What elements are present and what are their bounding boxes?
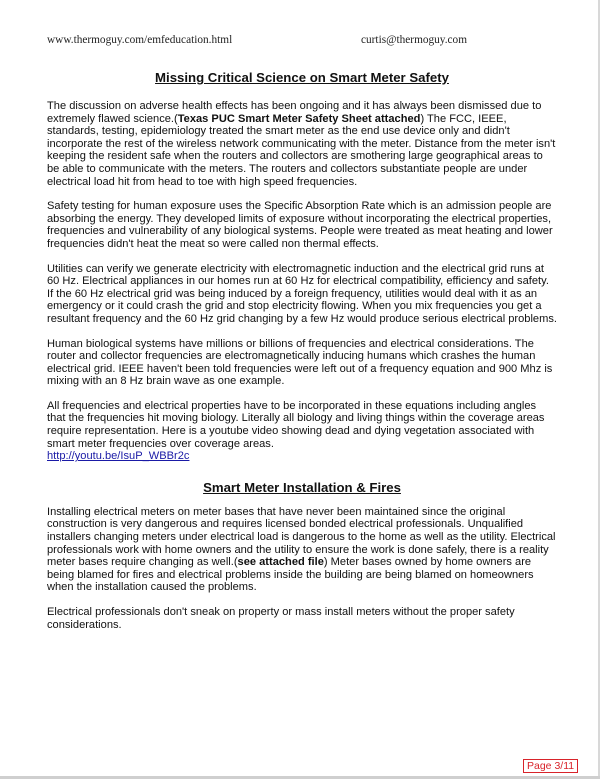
paragraph: Human biological systems have millions or billions of frequencies and electrical considerations. The router and collector frequencies are electromagnetically inducing humans which crashes the human electrical grid. IEEE haven't been told frequencies were left out of a frequency equation and 900 Mhz is mixing with an 8 Hz brain wave as one example. [47, 337, 553, 388]
paragraph-text: Installing electrical meters on meter bases that have never been maintained since the original construction is very dangerous and requires licensed bonded electrical professionals. Unqualified installers changing meters under electrical load is dangerous to the home as well as the utility. Electrical professionals work with home owners and the utility to ensure the work is done safely, there is a reality meter bases require changing as well.( [47, 505, 556, 569]
header-email: curtis@thermoguy.com [361, 34, 467, 46]
document-body [47, 70, 557, 643]
paragraph: Utilities can verify we generate electricity with electromagnetic induction and the electrical grid runs at 60 Hz. Electrical appliances in our homes run at 60 Hz for electrical compatibility, efficiency and safety. If the 60 Hz electrical grid was being induced by a foreign frequency, utilities would deal with it as an emergency or it could crash the grid and stop electricity flowing. When you mix frequencies you get a resultant frequency and the 60 Hz grid changing by a few Hz would produce serious electrical problems. [47, 262, 557, 325]
paragraph-text: ) Meter bases owned by home owners are being blamed for fires and electrical problems inside the building are being blamed on homeowners when the installation caused the problems. [47, 556, 534, 594]
section-title-installation: Smart Meter Installation & Fires [203, 479, 401, 495]
paragraph-text: ) The FCC, IEEE, standards, testing, epidemiology treated the smart meter as the end use device only and didn't incorporate the rest of the wireless network communicating with the meter. Distance from the meter isn't keeping the resident safe when the routers and collectors are smothering large geographical areas to be able to communicate with the meters. The routers and collectors substantiate people are under electrical load hit from head to toe with high speed frequencies. [47, 112, 556, 188]
paragraph: Electrical professionals don't sneak on property or mass install meters without the proper safety considerations. [47, 606, 515, 631]
paragraph [47, 400, 557, 463]
youtube-link[interactable]: http://youtu.be/IsuP_WBBr2c [47, 450, 190, 463]
paragraph [47, 506, 557, 594]
page-number-badge: Page 3/11 [523, 759, 578, 773]
bold-reference: see attached file [237, 556, 324, 569]
header-url: www.thermoguy.com/emfeducation.html [47, 34, 233, 46]
bold-reference: Texas PUC Smart Meter Safety Sheet attached [177, 112, 421, 125]
paragraph: Safety testing for human exposure uses the Specific Absorption Rate which is an admission people are absorbing the energy. They developed limits of exposure without incorporating the electrical properties, frequencies and vulnerability of any biological systems. People were treated as meat heating and lower frequencies didn't heat the meat so were called non thermal effects. [47, 200, 553, 250]
section-title-safety: Missing Critical Science on Smart Meter Safety [155, 70, 449, 85]
paragraph-text: All frequencies and electrical properties have to be incorporated in these equations including angles that the frequencies hit moving biology. Literally all biology and living things within the coverage areas require representation. Here is a youtube video showing dead and dying vegetation associated with smart meter frequencies over coverage areas. [47, 399, 545, 450]
paragraph-text: The discussion on adverse health effects has been ongoing and it has always been dismissed due to extremely flawed science.( [47, 100, 542, 125]
paragraph [47, 100, 557, 188]
